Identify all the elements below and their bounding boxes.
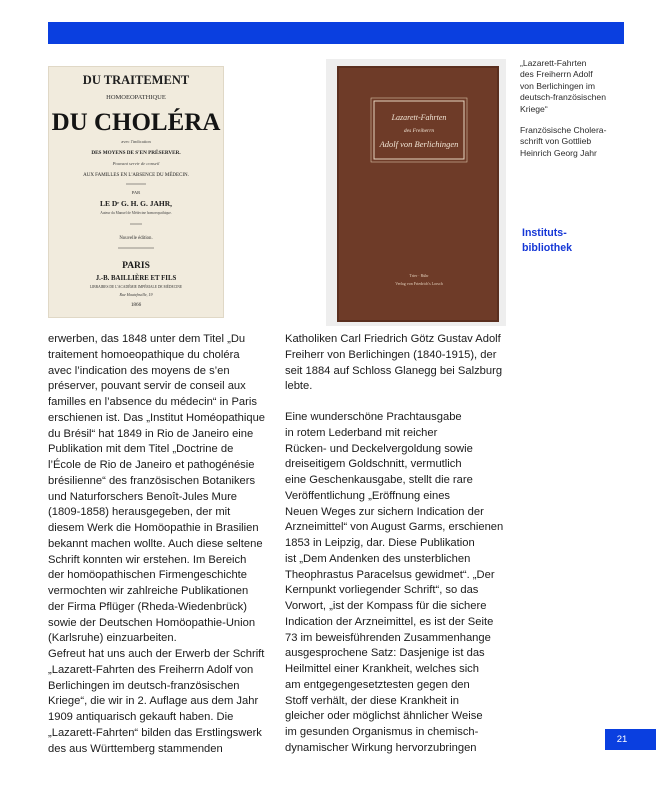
cover-title-line2: des Freiherrn <box>403 128 435 134</box>
book-line-moyens: DES MOYENS DE S'EN PRÉSERVER. <box>91 150 181 156</box>
header-accent-bar <box>48 22 624 44</box>
cover-title-line3: Adolf von Berlichingen <box>379 139 459 149</box>
cover-title-line1: Lazarett-Fahrten <box>391 113 447 122</box>
book-line-edition: Nouvelle édition. <box>119 236 153 241</box>
book-line-rue: Rue Hautefeuille, 19 <box>119 292 153 297</box>
cover-imprint-line1: Trier · Rühr <box>409 273 429 278</box>
cholera-book-title-page-image <box>48 66 224 318</box>
book-line-homoeo: HOMOEOPATHIQUE <box>106 94 166 101</box>
lazarett-book-cover-image <box>326 59 506 326</box>
caption-cholera-schrift: Französische Cholera- schrift von Gottlieb Heinrich Georg Jahr <box>520 125 607 158</box>
book-line-pouvant: Pouvant servir de conseil <box>112 161 160 166</box>
body-text-column-right-second: Eine wunderschöne Prachtausgabe in rotem Lederband mit reicher Rücken- und Deckelvergoldung sowie dreiseitigem Goldschnitt, vermutlich eine Geschenkausgabe, stellt die rare Veröffentlichung „Eröffnung eines Neuen Weges zur sichern Indication der Arzneimittel“ von August Garms, erschienen 1853 in Leipzig, dar. Diese Publikation ist „Dem Andenken des unsterblichen Theophrastus Paracelsus gewidmet“. „Der Kernpunkt vorliegender Schrift“, so das Vorwort, „ist der Kompass für die sichere Indication der Arzneimittel, es ist der Seite 73 im beweisführenden Zusammenhange ausgesprochene Satz: Dasjenige ist das Heilmittel einer Krankheit, welches sich am entgegengesetztesten gegen den Stoff verhält, der diese Krankheit in gleicher oder möglichst ähnlicher Weise im gesunden Organismus in chemisch- dynamischer Wirkung hervorzubringen <box>285 411 504 754</box>
page-number-box <box>605 729 656 750</box>
book-line-title-top: DU TRAITEMENT <box>82 73 190 87</box>
book-line-publisher: J.-B. BAILLIÈRE ET FILS <box>95 275 177 282</box>
book-line-avec: avec l'indication <box>121 139 151 144</box>
caption-lazarett-fahrten: „Lazarett-Fahrten des Freiherrn Adolf von Berlichingen im deutsch-französischen Kriege“ <box>520 58 606 114</box>
book-line-libraires: LIBRAIRES DE L'ACADÉMIE IMPÉRIALE DE MÉDECINE <box>89 285 183 289</box>
cover-imprint-line2: Verlag von Friedrich's Lorsch <box>395 281 443 286</box>
book-line-paris: PARIS <box>122 261 150 271</box>
book-line-cholera: DU CHOLÉRA <box>51 109 221 136</box>
body-text-column-right-first: Katholiken Carl Friedrich Götz Gustav Adolf Freiherr von Berlichingen (1840-1915), der seit 1884 auf Schloss Glanegg bei Salzburg lebte. <box>285 333 503 393</box>
body-text-column-left: erwerben, das 1848 unter dem Titel „Du traitement homoeopathique du choléra avec l’indication des moyens de s’en préserver, pouvant servir de conseil aux familles en l’absence du médecin“ in Paris erschienen ist. Das „Institut Homéopathique du Brésil“ hat 1849 in Rio de Janeiro eine Publikation mit dem Titel „Doctrine de l’École de Rio de Janeiro et pathogénésie brésilienne“ des französischen Botanikers und Naturforschers Benoît-Jules Mure (1809-1858) herausgegeben, der mit diesem Werk die Homöopathie in Brasilien bekannt machen wollte. Auch diese seltene Schrift konnten wir erstehen. Im Bereich der homöopathischen Firmengeschichte vermochten wir zahlreiche Publikationen der Firma Pflüger (Rheda-Wiedenbrück) sowie der Deutschen Homöopathie-Union (Karlsruhe) einzuarbeiten. Gefreut hat uns auch der Erwerb der Schrift „Lazarett-Fahrten des Freiherrn Adolf von Berlichingen im deutsch-französischen Kriege“, die wir in 2. Auflage aus dem Jahr 1909 antiquarisch gekauft haben. Die „Lazarett-Fahrten“ bilden das Erstlingswerk des aus Württemberg stammenden <box>48 333 266 755</box>
page-number: 21 <box>616 734 628 745</box>
book-line-par: PAR <box>131 190 141 195</box>
book-line-author-note: Auteur du Manuel de Médecine homoeopathique. <box>100 211 172 215</box>
book-line-author: LE Dʳ G. H. G. JAHR, <box>99 199 173 208</box>
book-line-familles: AUX FAMILLES EN L'ABSENCE DU MÉDECIN. <box>83 173 189 178</box>
section-label-institutsbibliothek: Instituts- bibliothek <box>522 227 573 254</box>
book-line-year: 1866 <box>130 302 142 308</box>
